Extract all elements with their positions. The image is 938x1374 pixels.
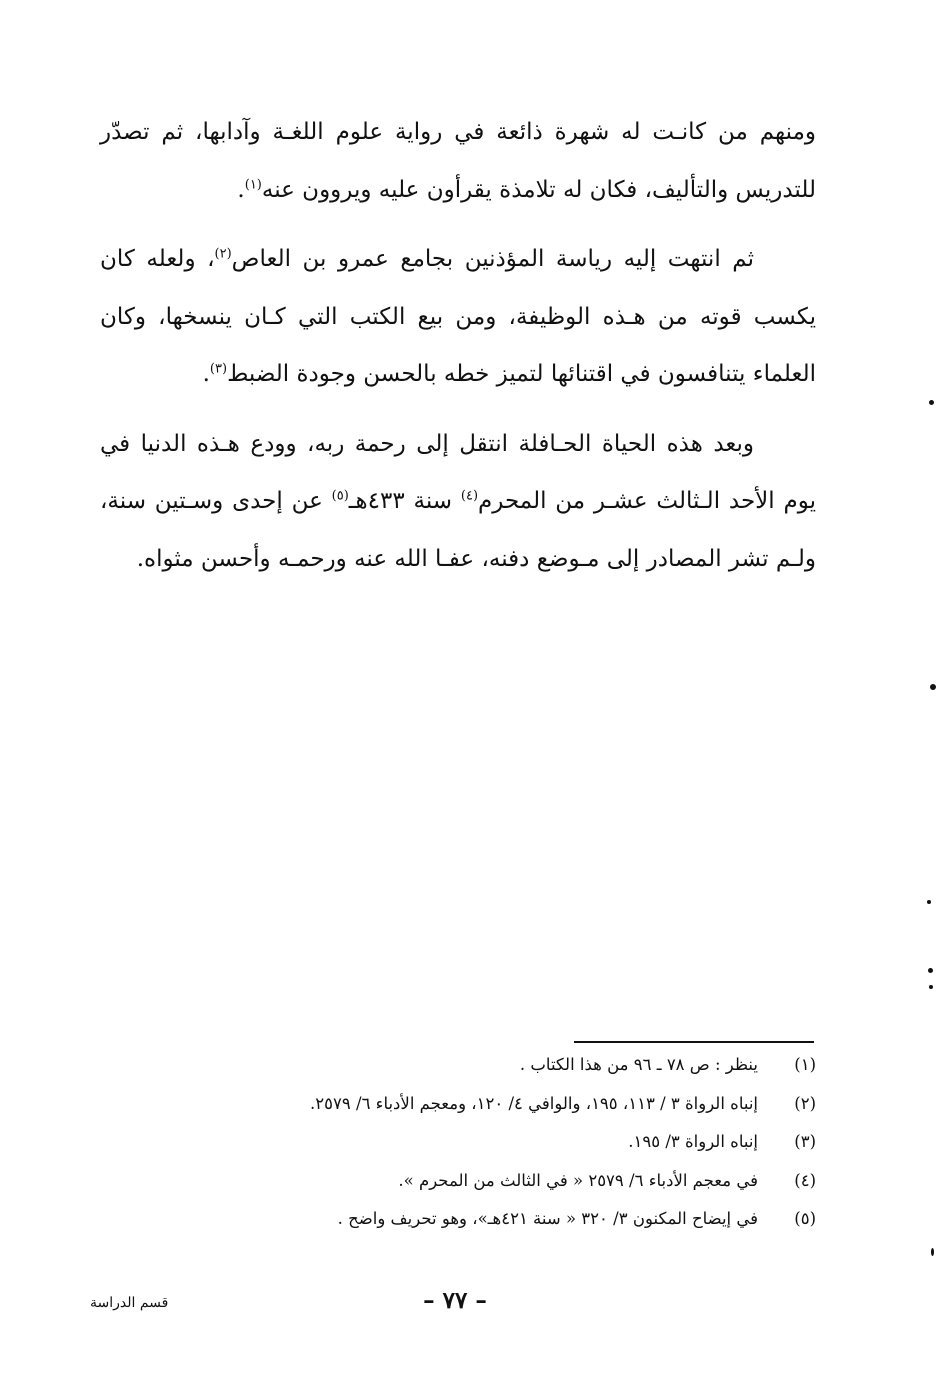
footnote-4 [150, 1162, 816, 1201]
paragraph-punctuation: . [202, 361, 210, 387]
scan-mark [929, 985, 933, 989]
footnote-2 [150, 1085, 816, 1124]
footnote-text: إنباه الرواة ٣/ ١٩٥. [628, 1132, 758, 1151]
paragraph-text: ، ولعله كان يكسب قوته من هـذه الوظيفة، ومن بيع الكتب التي كـان ينسخها، وكان العلماء يتنافسون في اقتنائها لتميز خطه بالحسن وجودة الضبط [100, 246, 816, 387]
footnote-text: في معجم الأدباء ٦/ ٢٥٧٩ « في الثالث من المحرم ». [398, 1170, 758, 1190]
scan-mark [928, 968, 933, 973]
paragraph-2 [100, 231, 816, 404]
scan-mark [929, 400, 934, 405]
footnote-text: إنباه الرواة ٣ / ١١٣، ١٩٥، والوافي ٤/ ١٢٠، ومعجم الأدباء ٦/ ٢٥٧٩. [310, 1093, 758, 1113]
footnote-reference: (٣) [209, 361, 228, 377]
footnote-number: (٣) [794, 1132, 816, 1151]
body-text [100, 104, 816, 600]
footnote-text: ينظر : ص ٧٨ ـ ٩٦ من هذا الكتاب . [519, 1055, 758, 1074]
paragraph-text: سنة ٤٣٣هـ [348, 488, 453, 514]
footnotes-list [150, 1046, 816, 1239]
paragraph-text: عن إحدى وسـتين سنة، ولـم تشر المصادر إلى مـوضع دفنه، عفـا الله عنه ورحمـه وأحسن مثواه. [100, 488, 816, 572]
paragraph-punctuation: . [237, 176, 245, 203]
paragraph-text: وبعد هذه الحياة الحـافلة انتقل إلى رحمة ربه، وودع هـذه الدنيا في يوم الأحد الـثالث عشـر من المحرم [100, 430, 817, 514]
footnote-number: (٤) [794, 1170, 816, 1190]
page-number: – ٧٧ – [423, 1287, 487, 1314]
footnote-reference: (٢) [214, 246, 232, 262]
footnote-text: في إيضاح المكنون ٣/ ٣٢٠ « سنة ٤٢١هـ»، وهو تحريف واضح . [337, 1209, 758, 1228]
footnote-3 [150, 1123, 816, 1162]
footnote-reference: (٤) [460, 488, 479, 504]
paragraph-3 [100, 416, 816, 589]
footnote-separator [574, 1041, 814, 1043]
scan-mark [931, 1248, 934, 1256]
paragraph-text: ومنهم من كانـت له شهرة ذائعة في رواية علوم اللغـة وآدابها، ثم تصدّر للتدريس والتأليف، فكان له تلامذة يقرأون عليه ويروون عنه [100, 119, 816, 203]
footnote-number: (٢) [794, 1093, 816, 1113]
section-label: قسم الدراسة [90, 1295, 169, 1311]
footnote-1 [150, 1046, 816, 1085]
paragraph-1 [100, 104, 816, 219]
footnote-number: (١) [794, 1055, 816, 1074]
footnote-reference: (٥) [331, 488, 349, 504]
scan-mark [930, 684, 936, 690]
footnote-5 [150, 1200, 816, 1239]
paragraph-text: ثم انتهت إليه رياسة المؤذنين بجامع عمرو بن العاص [231, 246, 754, 272]
scan-mark [927, 900, 931, 904]
footnote-number: (٥) [794, 1209, 816, 1228]
footnote-reference: (١) [244, 176, 262, 192]
